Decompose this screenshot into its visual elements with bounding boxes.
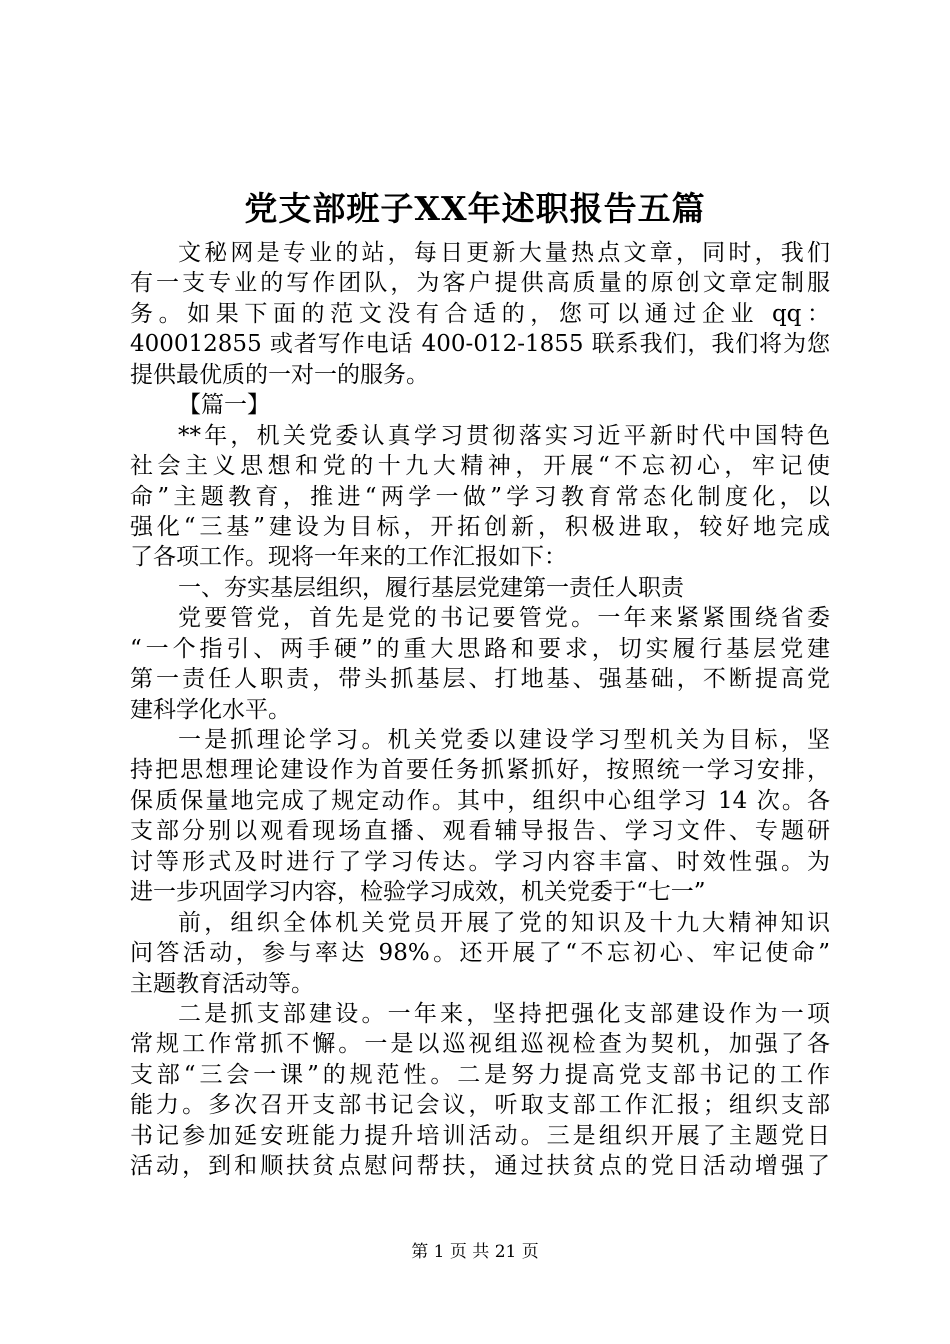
text-line: 书记参加延安班能力提升培训活动。三是组织开展了主题党日 <box>130 1122 830 1149</box>
text-line: 能力。多次召开支部书记会议，听取支部工作汇报；组织支部 <box>130 1092 830 1119</box>
text-line: 持把思想理论建设作为首要任务抓紧抓好，按照统一学习安排， <box>130 757 830 784</box>
text-line: 第一责任人职责，带头抓基层、打地基、强基础，不断提高党 <box>130 666 830 693</box>
text-line: 提供最优质的一对一的服务。 <box>130 361 429 388</box>
text-line: 命”主题教育，推进“两学一做”学习教育常态化制度化，以 <box>130 483 830 510</box>
text-line: “一个指引、两手硬”的重大思路和要求，切实履行基层党建 <box>130 635 830 662</box>
text-line: 强化“三基”建设为目标，开拓创新，积极进取，较好地完成 <box>130 513 830 540</box>
text-line: 务。如果下面的范文没有合适的，您可以通过企业 qq： <box>130 300 830 327</box>
text-line: 支部“三会一课”的规范性。二是努力提高党支部书记的工作 <box>130 1061 830 1088</box>
text-line: 党要管党，首先是党的书记要管党。一年来紧紧围绕省委 <box>178 605 830 632</box>
text-line: 保质保量地完成了规定动作。其中，组织中心组学习 14 次。各 <box>130 787 830 814</box>
text-line: **年，机关党委认真学习贯彻落实习近平新时代中国特色 <box>178 422 830 449</box>
text-line: 社会主义思想和党的十九大精神，开展“不忘初心，牢记使 <box>130 453 830 480</box>
text-line: 活动，到和顺扶贫点慰问帮扶，通过扶贫点的党日活动增强了 <box>130 1153 830 1180</box>
text-line: 一是抓理论学习。机关党委以建设学习型机关为目标，坚 <box>178 727 830 753</box>
text-line: 了各项工作。现将一年来的工作汇报如下： <box>130 544 567 571</box>
text-line: 文秘网是专业的站，每日更新大量热点文章，同时，我们 <box>178 240 830 266</box>
text-line: 主题教育活动等。 <box>130 970 314 997</box>
text-line: 建科学化水平。 <box>130 696 291 723</box>
text-line: 问答活动，参与率达 98%。还开展了“不忘初心、牢记使命” <box>130 940 830 967</box>
document-title: 党支部班子XX年述职报告五篇 <box>244 189 706 228</box>
document-body <box>130 238 830 1182</box>
page-footer: 第 1 页 共 21 页 <box>411 1242 539 1262</box>
text-line: 【篇一】 <box>178 392 270 419</box>
text-line: 二是抓支部建设。一年来，坚持把强化支部建设作为一项 <box>178 1000 830 1027</box>
text-line: 进一步巩固学习内容，检验学习成效，机关党委于“七一” <box>130 879 706 906</box>
text-line: 前，组织全体机关党员开展了党的知识及十九大精神知识 <box>178 909 830 936</box>
text-line: 一、夯实基层组织，履行基层党建第一责任人职责 <box>178 574 684 601</box>
text-line: 讨等形式及时进行了学习传达。学习内容丰富、时效性强。为 <box>130 848 830 875</box>
text-line: 常规工作常抓不懈。一是以巡视组巡视检查为契机，加强了各 <box>130 1031 830 1058</box>
text-line: 400012855 或者写作电话 400-012-1855 联系我们，我们将为您 <box>130 331 830 358</box>
text-line: 有一支专业的写作团队，为客户提供高质量的原创文章定制服 <box>130 270 830 297</box>
text-line: 支部分别以观看现场直播、观看辅导报告、学习文件、专题研 <box>130 818 830 845</box>
